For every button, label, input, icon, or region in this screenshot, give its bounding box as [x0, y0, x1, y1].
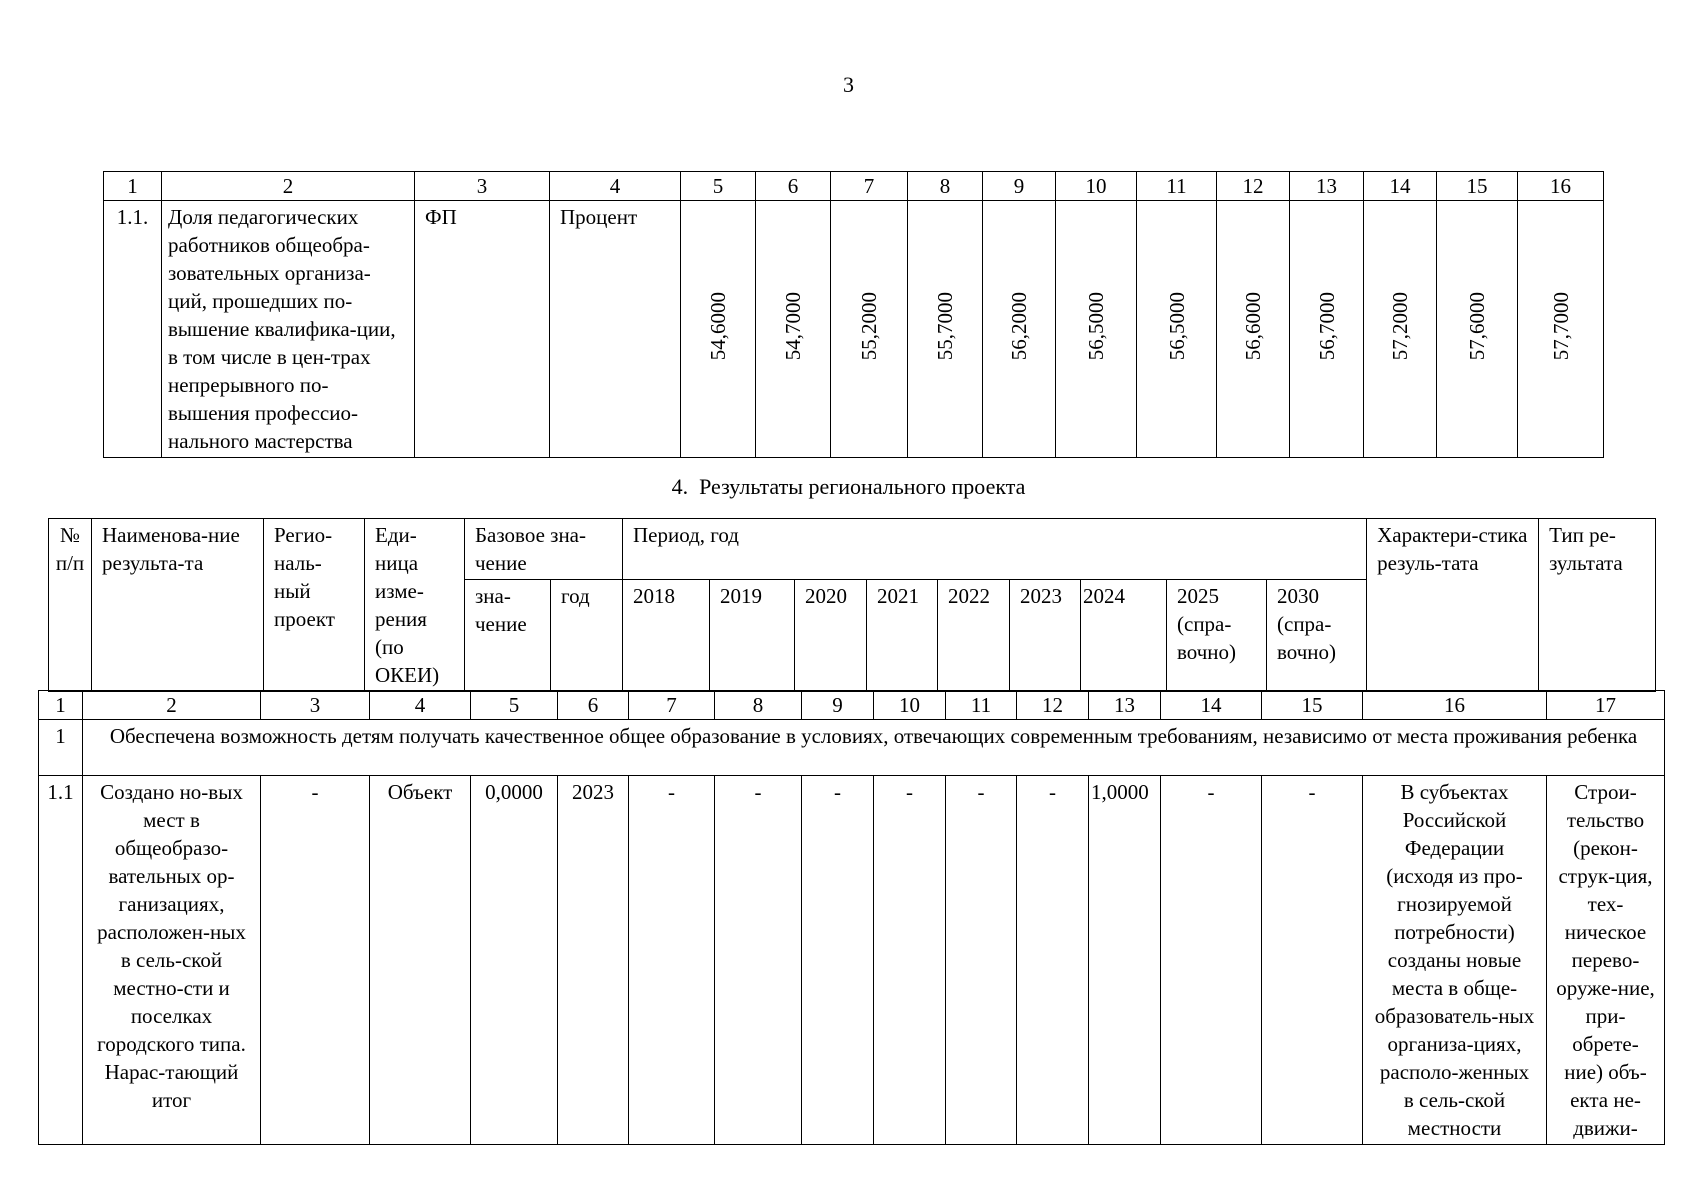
indicator-unit: Процент	[550, 201, 681, 458]
header-base-value: зна-чение	[465, 580, 551, 692]
results-header-row-1	[49, 519, 1656, 580]
col-num: 1	[39, 691, 83, 720]
col-num: 9	[802, 691, 874, 720]
result-2025: -	[1161, 776, 1262, 1145]
result-regional: -	[261, 776, 370, 1145]
result-characteristic: В субъектах Российской Федерации (исходя из про-гнозируемой потребности) созданы новые места в обще-образователь-ных организа-циях, располо-женных в сель-ской местности	[1363, 776, 1547, 1145]
header-year: 2020	[795, 580, 867, 692]
col-num: 15	[1437, 172, 1518, 201]
result-name: Создано но-вых мест в общеобразо-вательных ор-ганизациях, расположен-ных в сель-ской местно-сти и поселках городского типа. Нарас-тающий итог	[83, 776, 261, 1145]
results-table	[38, 690, 1665, 1145]
indicator-source: ФП	[415, 201, 550, 458]
col-num: 5	[681, 172, 756, 201]
result-number: 1.1	[39, 776, 83, 1145]
col-num: 11	[1137, 172, 1217, 201]
result-2019: -	[715, 776, 802, 1145]
result-2024: 1,0000	[1089, 776, 1161, 1145]
section-title-text: Результаты регионального проекта	[699, 474, 1026, 499]
indicator-value: 56,6000	[1217, 201, 1290, 458]
col-num: 14	[1161, 691, 1262, 720]
indicator-value: 57,6000	[1437, 201, 1518, 458]
results-header-table	[48, 518, 1656, 692]
col-num: 4	[370, 691, 471, 720]
col-num: 6	[756, 172, 831, 201]
col-num: 14	[1364, 172, 1437, 201]
results-group-row	[39, 720, 1665, 776]
header-year: 2018	[623, 580, 710, 692]
header-base-year: год	[551, 580, 623, 692]
header-type: Тип ре-зультата	[1539, 519, 1656, 692]
row-number: 1.1.	[104, 201, 162, 458]
result-2020: -	[802, 776, 874, 1145]
result-2030: -	[1262, 776, 1363, 1145]
indicator-value: 57,2000	[1364, 201, 1437, 458]
result-type: Строи-тельство (рекон-струк-ция, тех-ническое перево-оруже-ние, при-обрете-ние) объ-екта не-движи-	[1547, 776, 1665, 1145]
header-year: 2023	[1010, 580, 1081, 692]
indicator-value: 55,2000	[831, 201, 908, 458]
header-year: 2022	[938, 580, 1010, 692]
col-num: 3	[261, 691, 370, 720]
col-num: 13	[1089, 691, 1161, 720]
header-year: 2025 (спра-вочно)	[1167, 580, 1267, 692]
indicator-value: 56,7000	[1290, 201, 1364, 458]
col-num: 4	[550, 172, 681, 201]
col-num: 9	[983, 172, 1056, 201]
col-num: 16	[1518, 172, 1604, 201]
col-num: 5	[471, 691, 558, 720]
col-num: 6	[558, 691, 629, 720]
indicator-value: 56,5000	[1056, 201, 1137, 458]
indicator-value: 56,5000	[1137, 201, 1217, 458]
indicator-value: 54,6000	[681, 201, 756, 458]
col-num: 1	[104, 172, 162, 201]
col-num: 8	[908, 172, 983, 201]
indicators-table	[103, 171, 1604, 458]
col-num: 7	[629, 691, 715, 720]
indicator-value: 57,7000	[1518, 201, 1604, 458]
col-num: 3	[415, 172, 550, 201]
result-2023: -	[1017, 776, 1089, 1145]
header-period: Период, год	[623, 519, 1367, 580]
header-unit: Еди-ница изме-рения (по ОКЕИ)	[365, 519, 465, 692]
col-num: 8	[715, 691, 802, 720]
results-row	[39, 776, 1665, 1145]
results-col-numbers	[39, 691, 1665, 720]
col-num: 12	[1217, 172, 1290, 201]
section-title	[0, 474, 1697, 500]
result-2018: -	[629, 776, 715, 1145]
section-number: 4.	[671, 474, 689, 499]
col-num: 15	[1262, 691, 1363, 720]
col-num: 11	[946, 691, 1017, 720]
result-base-year: 2023	[558, 776, 629, 1145]
result-2022: -	[946, 776, 1017, 1145]
col-num: 12	[1017, 691, 1089, 720]
result-2021: -	[874, 776, 946, 1145]
col-num: 2	[83, 691, 261, 720]
indicators-header-row	[104, 172, 1604, 201]
indicator-value: 56,2000	[983, 201, 1056, 458]
group-title: Обеспечена возможность детям получать качественное общее образование в условиях, отвечающих современным требованиям, независимо от места проживания ребенка	[83, 720, 1665, 776]
col-num: 10	[1056, 172, 1137, 201]
header-no: № п/п	[49, 519, 92, 692]
result-unit: Объект	[370, 776, 471, 1145]
page-number: 3	[843, 72, 854, 97]
header-year: 2030 (спра-вочно)	[1267, 580, 1367, 692]
col-num: 10	[874, 691, 946, 720]
header-year: 2019	[710, 580, 795, 692]
group-number: 1	[39, 720, 83, 776]
header-base: Базовое зна-чение	[465, 519, 623, 580]
col-num: 17	[1547, 691, 1665, 720]
header-regional: Регио-наль-ный проект	[264, 519, 365, 692]
header-name: Наименова-ние результа-та	[92, 519, 264, 692]
indicator-value: 55,7000	[908, 201, 983, 458]
header-year: 2024	[1081, 580, 1167, 692]
indicator-row	[104, 201, 1604, 458]
col-num: 13	[1290, 172, 1364, 201]
indicator-value: 54,7000	[756, 201, 831, 458]
indicator-name: Доля педагогических работников общеобра-зовательных организа-ций, прошедших по-вышение квалифика-ции, в том числе в цен-трах непрерывного по-вышения профессио-нального мастерства	[162, 201, 415, 458]
col-num: 16	[1363, 691, 1547, 720]
col-num: 7	[831, 172, 908, 201]
result-base-value: 0,0000	[471, 776, 558, 1145]
header-characteristic: Характери-стика резуль-тата	[1367, 519, 1539, 692]
col-num: 2	[162, 172, 415, 201]
header-year: 2021	[867, 580, 938, 692]
